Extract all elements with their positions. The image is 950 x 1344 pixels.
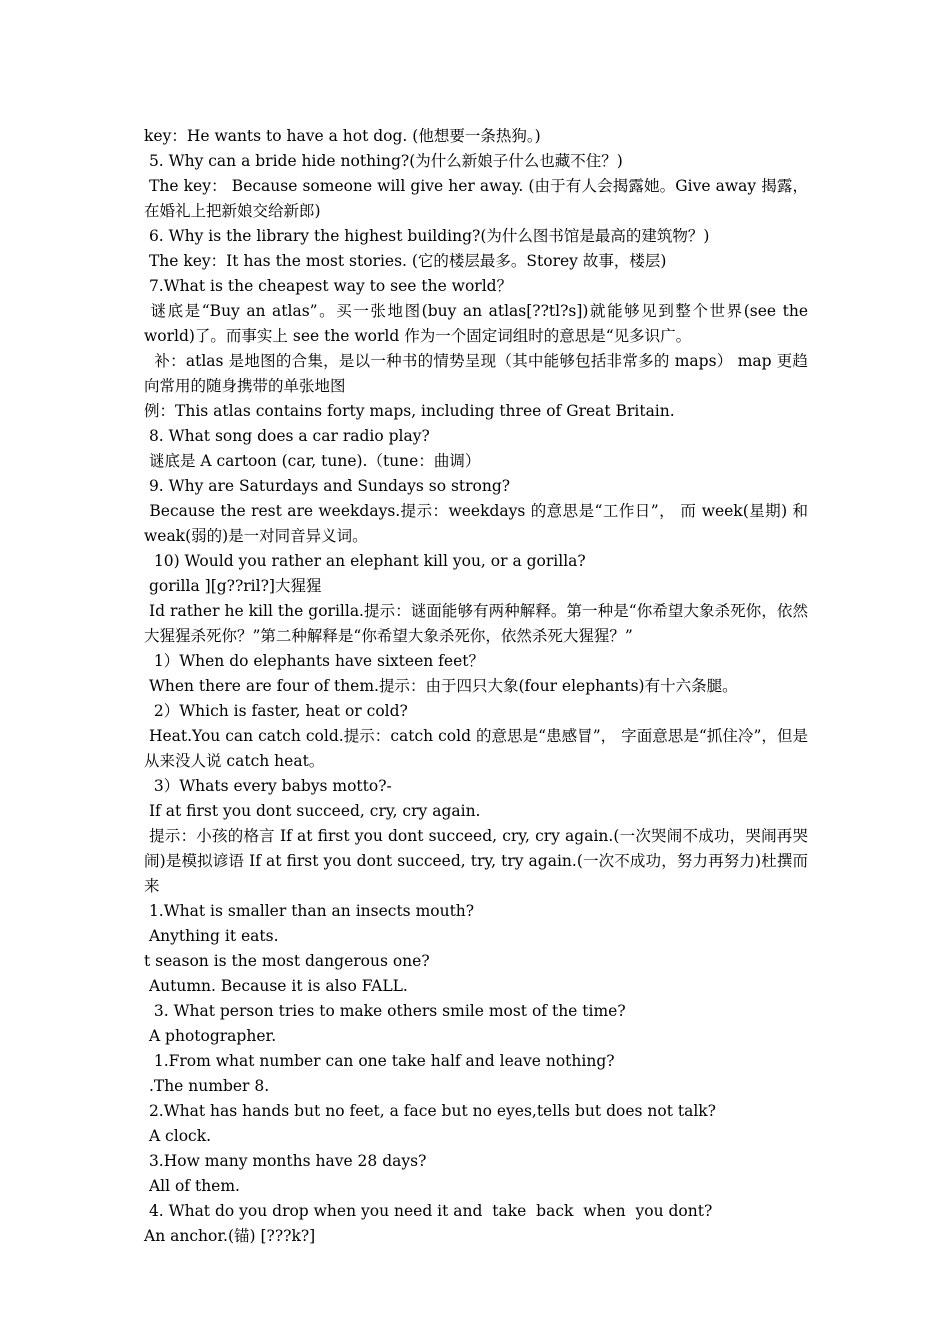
text-line: 10) Would you rather an elephant kill you, or a gorilla? bbox=[144, 552, 586, 570]
text-line: 1.What is smaller than an insects mouth? bbox=[144, 902, 475, 920]
text-line: All of them. bbox=[144, 1177, 240, 1195]
text-line: gorilla ][g??ril?]大猩猩 bbox=[144, 577, 322, 595]
text-line: An anchor.(锚) [???k?] bbox=[144, 1227, 316, 1245]
text-line: Id rather he kill the gorilla.提示：谜面能够有两种解释。第一种是“你希望大象杀死你，依然大猩猩杀死你？”第二种解释是“你希望大象杀死你，依然杀死大猩猩？” bbox=[144, 602, 808, 645]
text-line: 补：atlas 是地图的合集，是以一种书的情势呈现（其中能够包括非常多的 maps） map 更趋向常用的随身携带的单张地图 bbox=[144, 352, 808, 395]
text-line: Because the rest are weekdays.提示：weekdays 的意思是“工作日”， 而 week(星期) 和 weak(弱的)是一对同音异义词。 bbox=[144, 502, 813, 545]
text-line: 5. Why can a bride hide nothing?(为什么新娘子什么也藏不住？) bbox=[144, 152, 623, 170]
text-line: t season is the most dangerous one? bbox=[144, 952, 430, 970]
text-line: 1.From what number can one take half and leave nothing? bbox=[144, 1052, 615, 1070]
text-line: 1）When do elephants have sixteen feet？ bbox=[144, 652, 484, 670]
text-line: 3. What person tries to make others smile most of the time? bbox=[144, 1002, 626, 1020]
text-line: A photographer. bbox=[144, 1027, 277, 1045]
text-line: If at first you dont succeed, cry, cry again. bbox=[144, 802, 481, 820]
text-line: 2.What has hands but no feet, a face but no eyes,tells but does not talk? bbox=[144, 1102, 716, 1120]
text-line: A clock. bbox=[144, 1127, 212, 1145]
text-line: .The number 8. bbox=[144, 1077, 270, 1095]
text-line: 8. What song does a car radio play? bbox=[144, 427, 430, 445]
text-line: 4. What do you drop when you need it and take back when you dont? bbox=[144, 1202, 713, 1220]
text-line: 3）Whats every babys motto?- bbox=[144, 777, 392, 795]
text-line: Anything it eats. bbox=[144, 927, 279, 945]
text-line: Heat.You can catch cold.提示：catch cold 的意思是“患感冒”， 字面意思是“抓住冷”，但是从来没人说 catch heat。 bbox=[144, 727, 808, 770]
text-line: 3.How many months have 28 days? bbox=[144, 1152, 427, 1170]
text-line: 谜底是“Buy an atlas”。买一张地图(buy an atlas[??tl?s])就能够见到整个世界(see the world)了。而事实上 see the world 作为一个固定词组时的意思是“见多识广。 bbox=[144, 302, 813, 345]
text-line: 7.What is the cheapest way to see the world？ bbox=[144, 277, 513, 295]
document-body bbox=[144, 124, 813, 1249]
text-line: The key： Because someone will give her away. (由于有人会揭露她。Give away 揭露，在婚礼上把新娘交给新郎) bbox=[144, 177, 808, 220]
text-line: Autumn. Because it is also FALL. bbox=[144, 977, 408, 995]
text-line: 谜底是 A cartoon (car, tune).（tune：曲调） bbox=[144, 452, 481, 470]
text-line: The key：It has the most stories. (它的楼层最多。Storey 故事，楼层) bbox=[144, 252, 667, 270]
text-line: 例：This atlas contains forty maps, including three of Great Britain. bbox=[144, 402, 675, 420]
text-line: 2）Which is faster, heat or cold? bbox=[144, 702, 408, 720]
text-line: 9. Why are Saturdays and Sundays so strong? bbox=[144, 477, 511, 495]
text-line: When there are four of them.提示：由于四只大象(four elephants)有十六条腿。 bbox=[144, 677, 738, 695]
text-line: key：He wants to have a hot dog. (他想要一条热狗。) bbox=[144, 127, 541, 145]
text-line: 6. Why is the library the highest building?(为什么图书馆是最高的建筑物？) bbox=[144, 227, 710, 245]
text-line: 提示：小孩的格言 If at first you dont succeed, cry, cry again.(一次哭闹不成功，哭闹再哭闹)是模拟谚语 If at first you dont succeed, try, try again.(一次不成功，努力再努力)杜撰而来 bbox=[144, 827, 809, 895]
